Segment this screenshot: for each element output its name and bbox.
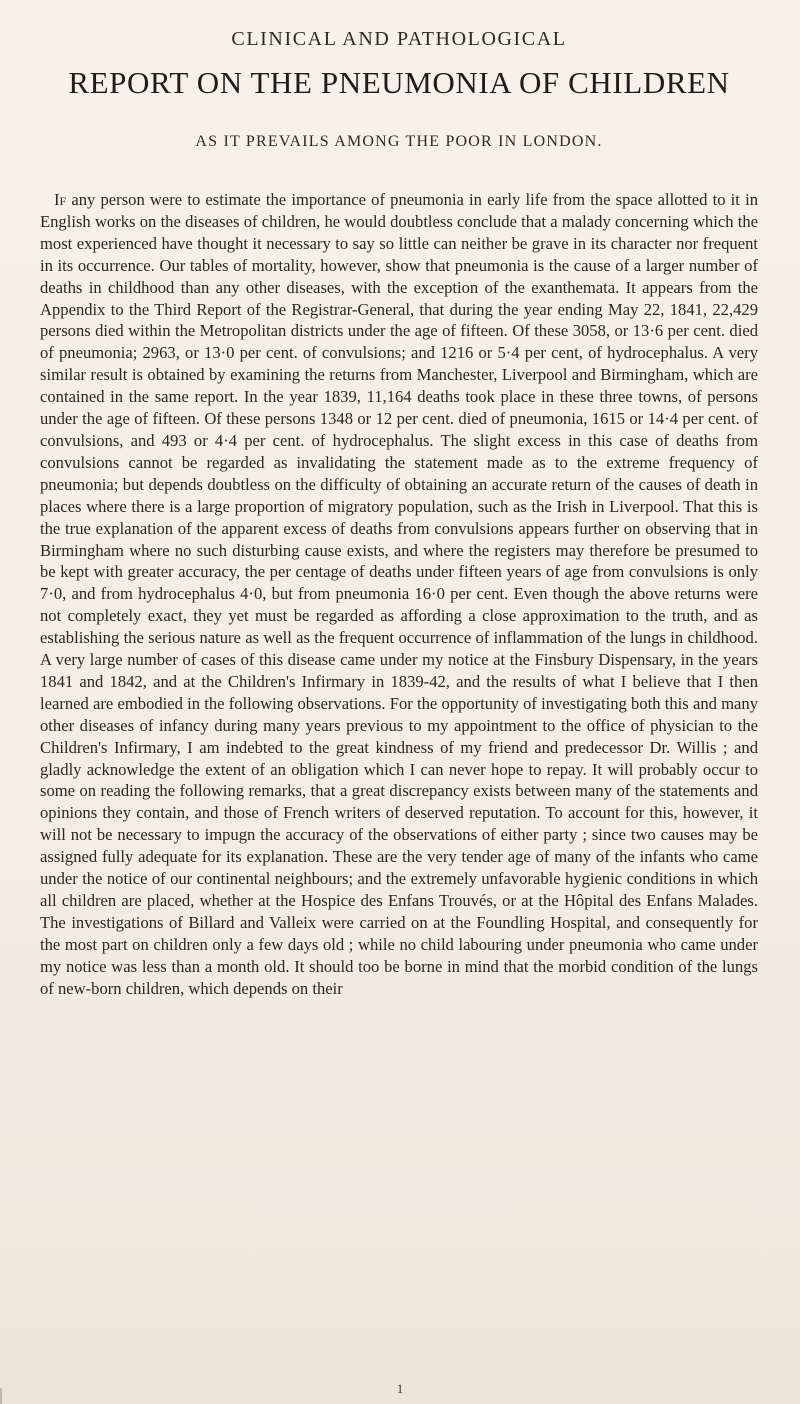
page-subtitle: AS IT PREVAILS AMONG THE POOR IN LONDON. [195, 133, 603, 150]
document-content [40, 28, 758, 1000]
section-kicker: CLINICAL AND PATHOLOGICAL [231, 28, 567, 50]
page-edge-mark [0, 1388, 14, 1404]
page-title: REPORT ON THE PNEUMONIA OF CHILDREN [68, 65, 730, 100]
page-number: 1 [396, 1381, 404, 1396]
body-paragraph [40, 189, 758, 1000]
paragraph-text: any person were to estimate the importance of pneumonia in early life from the space allotted to it in English works on the diseases of children, he would doubtless conclude that a malady concerning which the most experienced have thought it necessary to say so little can neither be grave in its character nor frequent in its occurrence. Our tables of mortality, however, show that pneumonia is the cause of a larger number of deaths in childhood than any other diseases, with the exception of the exanthemata. It appears from the Appendix to the Third Report of the Registrar-General, that during the year ending May 22, 1841, 22,429 persons died within the Metropolitan districts under the age of fifteen. Of these 3058, or 13·6 per cent. died of pneumonia; 2963, or 13·0 per cent. of convulsions; and 1216 or 5·4 per cent, of hydrocephalus. A very similar result is obtained by examining the returns from Manchester, Liverpool and Birmingham, which are contained in the same report. In the year 1839, 11,164 deaths took place in these three towns, of persons under the age of fifteen. Of these persons 1348 or 12 per cent. died of pneumonia, 1615 or 14·4 per cent. of convulsions, and 493 or 4·4 per cent. of hydrocephalus. The slight excess in this case of deaths from convulsions cannot be regarded as invalidating the statement made as to the extreme frequency of pneumonia; but depends doubtless on the difficulty of obtaining an accurate return of the causes of death in places where there is a large proportion of migratory population, such as the Irish in Liverpool. That this is the true explanation of the apparent excess of deaths from convulsions appears further on observing that in Birmingham where no such disturbing cause exists, and where the registers may therefore be presumed to be kept with greater accuracy, the per centage of deaths under fifteen years of age from convulsions is only 7·0, and from hydrocephalus 4·0, but from pneumonia 16·0 per cent. Even though the above returns were not completely exact, they yet must be regarded as affording a close approximation to the truth, and as establishing the serious nature as well as the frequent occurrence of inflammation of the lungs in childhood. A very large number of cases of this disease came under my notice at the Finsbury Dispensary, in the years 1841 and 1842, and at the Children's Infirmary in 1839-42, and the results of what I believe that I then learned are embodied in the following observations. For the opportunity of investigating both this and many other diseases of infancy during many years previous to my appointment to the office of physician to the Children's Infirmary, I am indebted to the great kindness of my friend and predecessor Dr. Willis ; and gladly acknowledge the extent of an obligation which I can never hope to repay. It will probably occur to some on reading the following remarks, that a great discrepancy exists between many of the statements and opinions they contain, and those of French writers of deserved reputation. To account for this, however, it will not be necessary to impugn the accuracy of the observations of either party ; since two causes may be assigned fully adequate for its explanation. These are the very tender age of many of the infants who came under the notice of our continental neighbours; and the extremely unfavorable hygienic conditions in which all children are placed, whether at the Hospice des Enfans Trouvés, or at the Hôpital des Enfans Malades. The investigations of Billard and Valleix were carried on at the Foundling Hospital, and consequently for the most part on children only a few days old ; while no child labouring under pneumonia who came under my notice was less than a month old. It should too be borne in mind that the morbid condition of the lungs of new-born children, which depends on their [40, 190, 758, 998]
paragraph-initial-word: If [54, 190, 67, 209]
